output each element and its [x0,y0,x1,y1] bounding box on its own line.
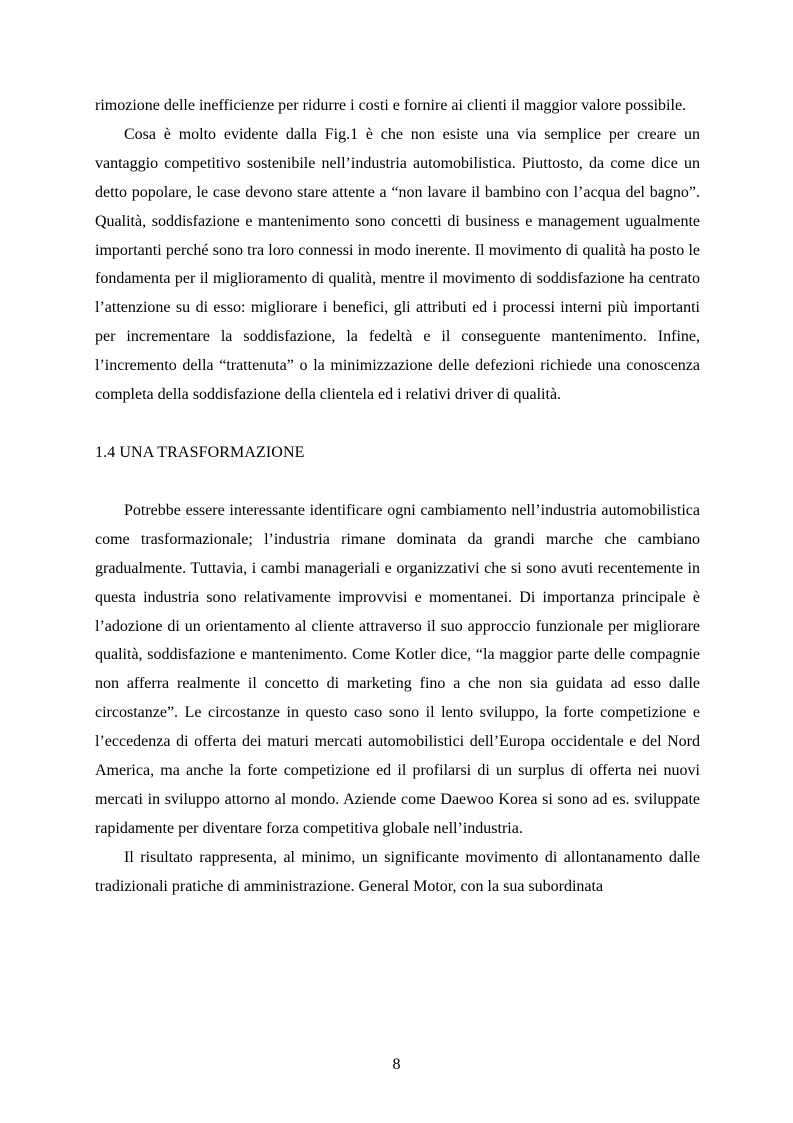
document-page [95,92,700,902]
page-number: 8 [392,1056,401,1073]
paragraph-fig1-analysis: Cosa è molto evidente dalla Fig.1 è che non esiste una via semplice per creare un vantaggio competitivo sostenibile nell’industria automobilistica. Piuttosto, da come dice un detto popolare, le case devono stare attente a “non lavare il bambino con l’acqua del bagno”. Qualità, soddisfazione e mantenimento sono concetti di business e management ugualmente importanti perché sono tra loro connessi in modo inerente. Il movimento di qualità ha posto le fondamenta per il miglioramento di qualità, mentre il movimento di soddisfazione ha centrato l’attenzione su di esso: migliorare i benefici, gli attributi ed i processi interni più importanti per incrementare la soddisfazione, la fedeltà e il conseguente mantenimento. Infine, l’incremento della “trattenuta” o la minimizzazione delle defezioni richiede una conoscenza completa della soddisfazione della clientela ed i relativi driver di qualità. [95,125,700,404]
spacer [95,468,700,497]
paragraph-result: Il risultato rappresenta, al minimo, un significante movimento di allontanamento dalle tradizionali pratiche di amministrazione. General Motor, con la sua subordinata [95,848,700,895]
spacer [95,410,700,439]
paragraph-continuation: rimozione delle inefficienze per ridurre i costi e fornire ai clienti il maggior valore possibile. [95,97,687,114]
paragraph-transformation: Potrebbe essere interessante identificare ogni cambiamento nell’industria automobilistica come trasformazionale; l’industria rimane dominata da grandi marche che cambiano gradualmente. Tuttavia, i cambi manageriali e organizzativi che si sono avuti recentemente in questa industria sono relativamente improvvisi e momentanei. Di importanza principale è l’adozione di un orientamento al cliente attraverso il suo approccio funzionale per migliorare qualità, soddisfazione e mantenimento. Come Kotler dice, “la maggior parte delle compagnie non afferra realmente il concetto di marketing fino a che non sia guidata ad esso dalle circostanze”. Le circostanze in questo caso sono il lento sviluppo, la forte competizione e l’eccedenza di offerta dei maturi mercati automobilistici dell’Europa occidentale e del Nord America, ma anche la forte competizione ed il profilarsi di un surplus di offerta nei nuovi mercati in sviluppo attorno al mondo. Aziende come Daewoo Korea si sono ad es. sviluppate rapidamente per diventare forza competitiva globale nell’industria. [95,501,700,837]
section-heading: 1.4 UNA TRASFORMAZIONE [95,443,305,461]
